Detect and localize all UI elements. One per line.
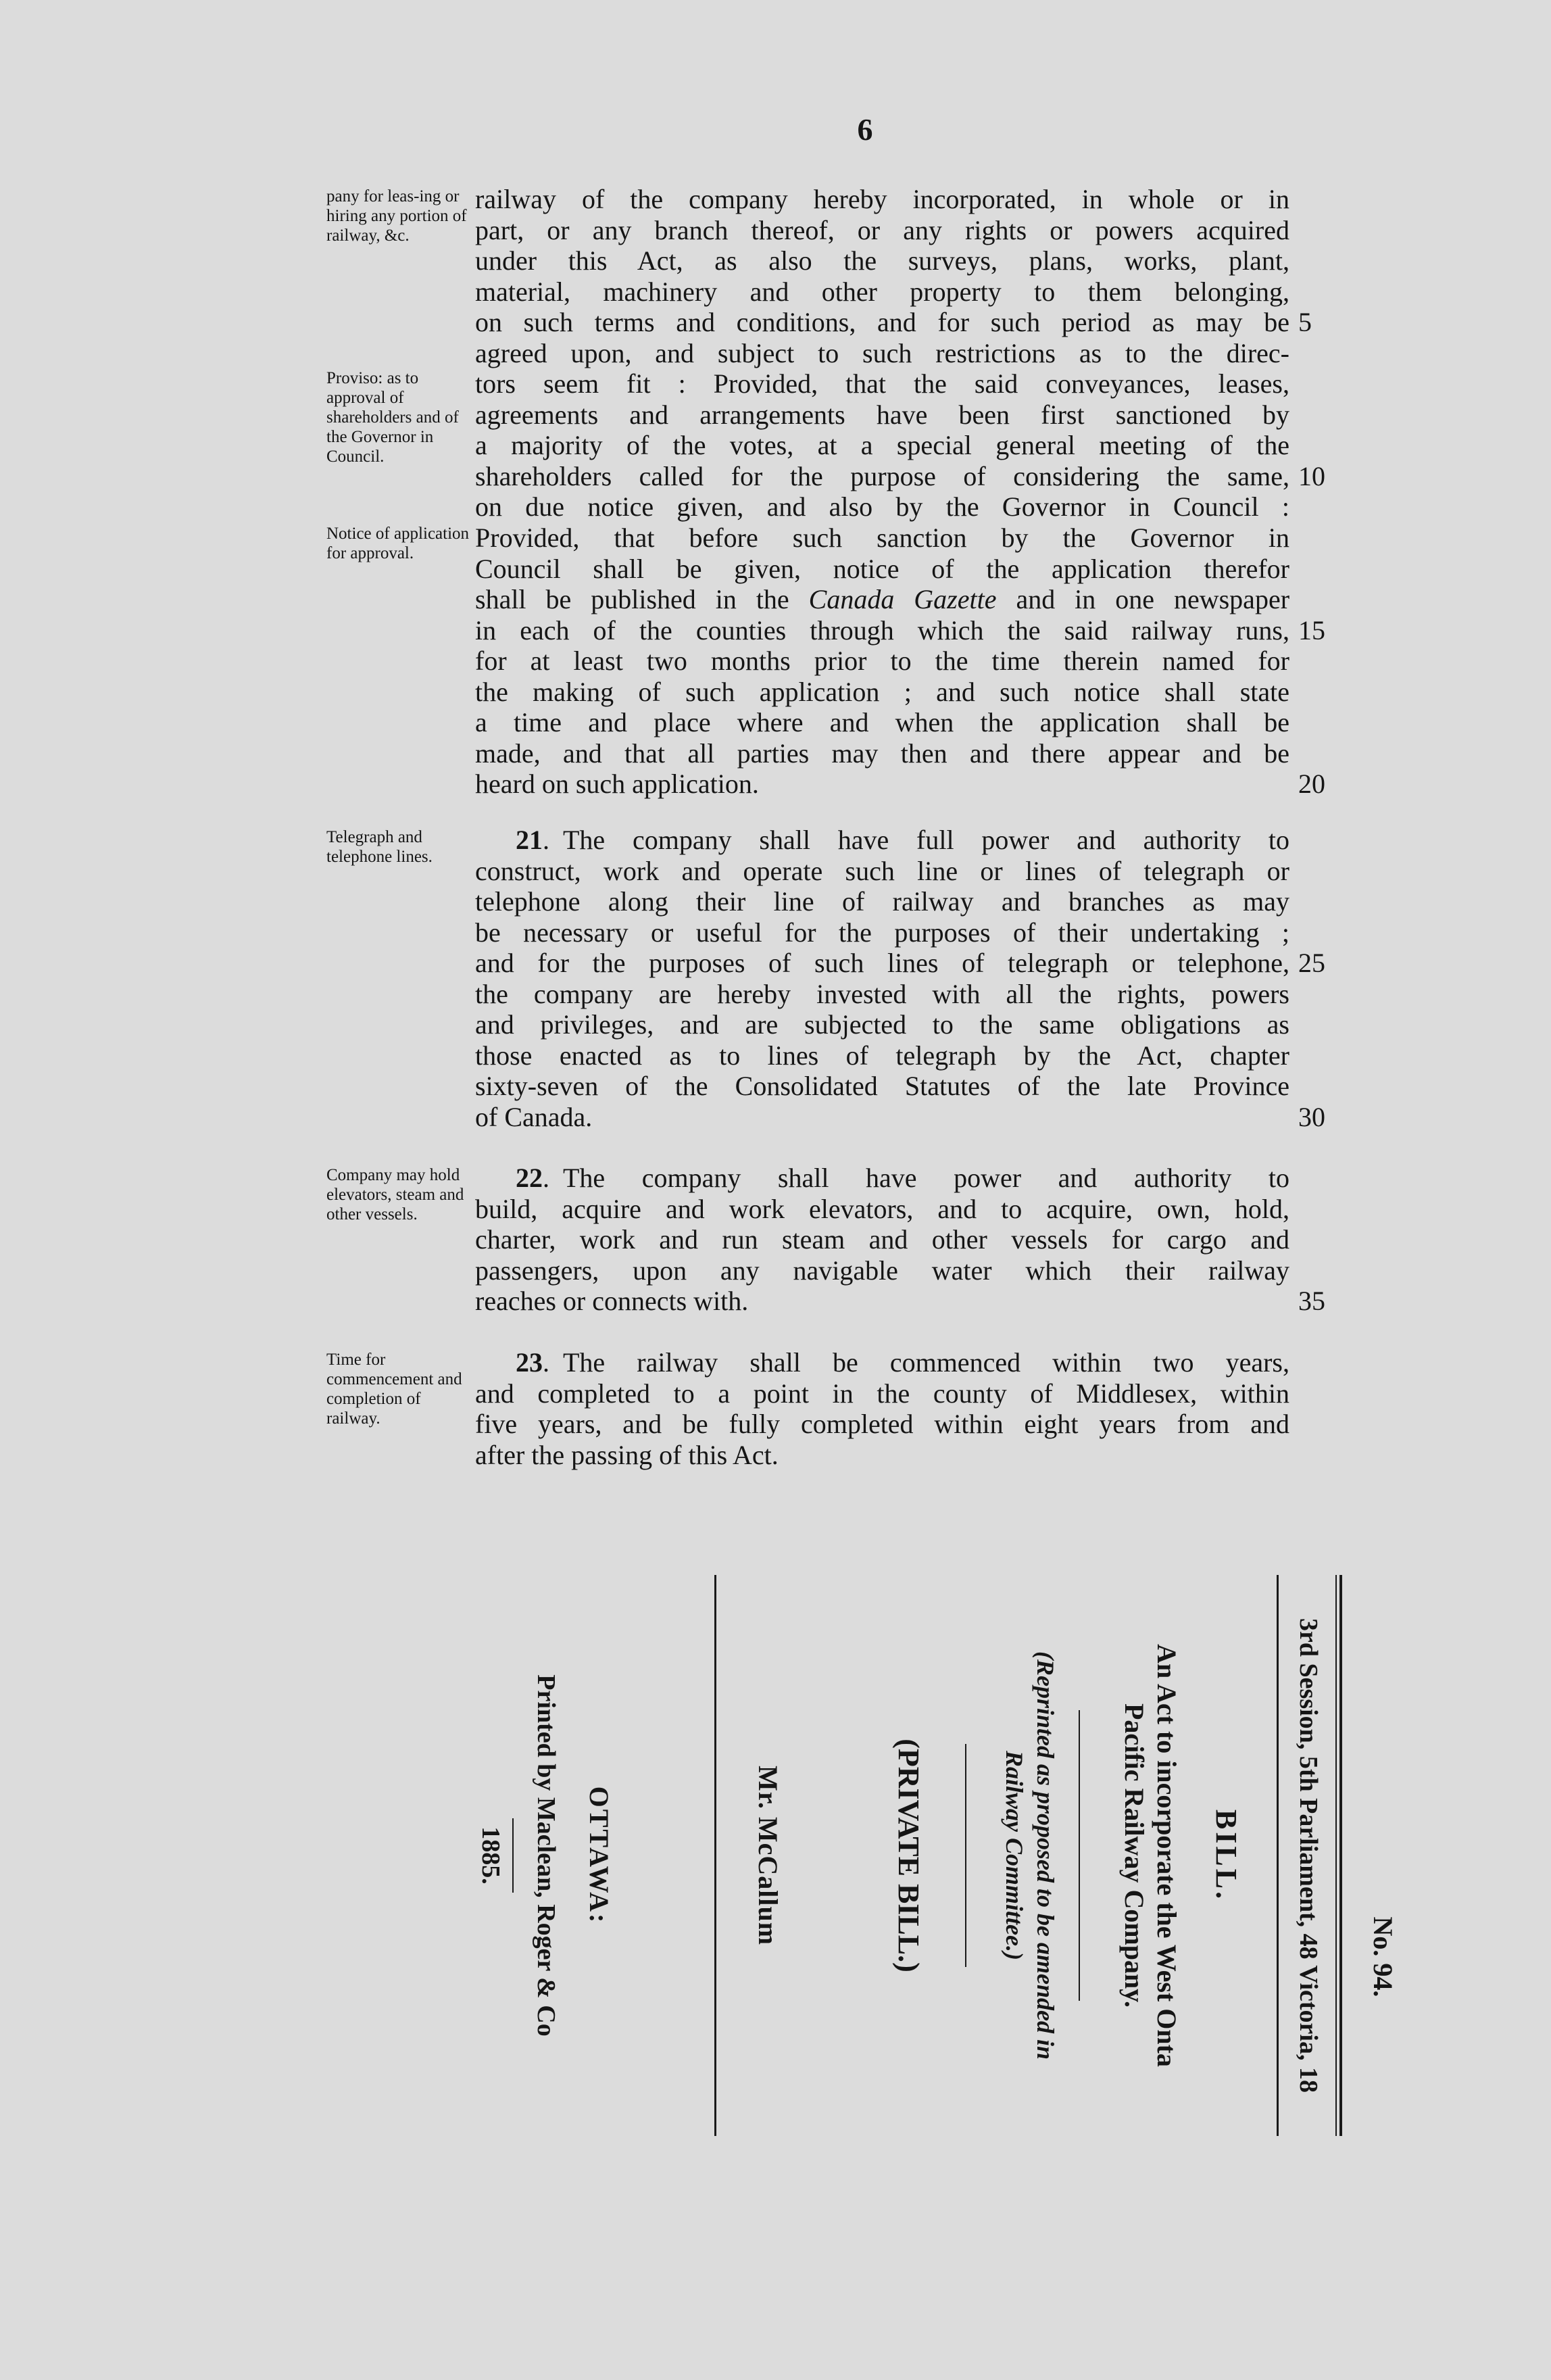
margin-note: Notice of application for approval.: [326, 525, 470, 562]
page-number: 6: [857, 112, 873, 147]
bill-title-line: Pacific Railway Company.: [1119, 1703, 1150, 2008]
section-number: 22: [516, 1163, 543, 1193]
margin-note: pany for leas-ing or hiring any portion of railway, &c.: [326, 187, 467, 245]
line-number: 10: [1298, 460, 1325, 491]
text-line: shareholders called for the purpose of considering the same, 10: [475, 461, 1289, 492]
section-paragraph: [475, 825, 1325, 1132]
line-number: 15: [1298, 614, 1325, 646]
text-line: and for the purposes of such lines of telegraph or telephone, 25: [475, 948, 1289, 979]
text-line: heard on such application. 20: [475, 769, 1289, 800]
text-line: construct, work and operate such line or lines of telegraph or: [475, 855, 1289, 886]
line-number: 35: [1298, 1286, 1325, 1316]
double-rule: [1339, 1575, 1342, 2136]
text-line: agreed upon, and subject to such restrictions as to the direc-: [475, 337, 1289, 368]
printing-place: OTTAWA:: [584, 1786, 614, 1925]
text-line: Provided, that before such sanction by the Governor in: [475, 523, 1289, 553]
reprint-note-line: (Reprinted as proposed to be amended in: [1032, 1651, 1059, 2060]
bill-title-line: An Act to incorporate the West Onta: [1152, 1644, 1182, 2067]
text-line: part, or any branch thereof, or any rights or powers acquired: [475, 214, 1289, 245]
text-line: agreements and arrangements have been first sanctioned by: [475, 399, 1289, 430]
text-line: shall be published in the Canada Gazette and in one newspaper: [475, 584, 1290, 614]
margin-note: Proviso: as to approval of shareholders and of the Governor in Council.: [326, 369, 459, 466]
text-line: in each of the counties through which the said railway runs, 15: [475, 615, 1289, 646]
reprint-note-line: Railway Committee.): [1001, 1751, 1028, 1960]
text-line: for at least two months prior to the time therein named for: [475, 646, 1289, 676]
section-number: 21: [516, 825, 543, 855]
line-number: 20: [1298, 769, 1325, 799]
text-line: build, acquire and work elevators, and to acquire, own, hold,: [475, 1193, 1289, 1224]
text-line: and privileges, and are subjected to the same obligations as: [475, 1009, 1289, 1040]
text-line: on due notice given, and also by the Governor in Council :: [475, 491, 1289, 522]
line-number: 30: [1298, 1101, 1325, 1132]
text-line: material, machinery and other property to them belonging,: [475, 276, 1289, 307]
section-paragraph: [475, 523, 1325, 800]
rule: [1277, 1575, 1279, 2136]
text-line: five years, and be fully completed within eight years from and: [475, 1409, 1289, 1439]
bill-heading: BILL.: [1210, 1809, 1243, 1902]
margin-note: Telegraph and telephone lines.: [326, 828, 433, 866]
mover-name: Mr. McCallum: [753, 1765, 783, 1946]
bill-number: No. 94.: [1368, 1916, 1398, 1997]
section-number: 23: [516, 1347, 543, 1378]
text-line: sixty-seven of the Consolidated Statutes of the late Province: [475, 1071, 1289, 1101]
section-paragraph: [475, 1163, 1325, 1317]
text-line: the making of such application ; and such notice shall state: [475, 676, 1289, 707]
text-line: a time and place where and when the application shall be: [475, 707, 1289, 737]
margin-note: Time for commencement and completion of railway.: [326, 1351, 462, 1428]
bill-endorsement: [230, 1575, 1399, 2136]
text-line: 23. The railway shall be commenced within two years,: [516, 1347, 1289, 1378]
text-line: 21. The company shall have full power and authority to: [516, 825, 1289, 855]
section-paragraph: [475, 368, 1325, 523]
text-line: charter, work and run steam and other vessels for cargo and: [475, 1224, 1289, 1255]
text-line: those enacted as to lines of telegraph by the Act, chapter: [475, 1040, 1289, 1071]
line-number: 25: [1298, 948, 1325, 978]
text-line: Council shall be given, notice of the application therefor: [475, 553, 1289, 584]
text-line: of Canada. 30: [475, 1102, 1289, 1133]
rule: [714, 1575, 716, 2136]
session-line: 3rd Session, 5th Parliament, 48 Victoria, 18: [1294, 1618, 1323, 2093]
text-line: tors seem fit : Provided, that the said conveyances, leases,: [475, 368, 1289, 399]
text-line: a majority of the votes, at a special general meeting of the: [475, 430, 1289, 460]
private-bill-label: (PRIVATE BILL.): [892, 1739, 925, 1972]
rule: [965, 1744, 966, 1967]
imprint-year: 1885.: [476, 1826, 505, 1885]
text-line: under this Act, as also the surveys, plans, works, plant,: [475, 245, 1289, 276]
double-rule: [1335, 1575, 1337, 2136]
section-paragraph: [475, 184, 1312, 368]
text-line: railway of the company hereby incorporated, in whole or in: [475, 184, 1289, 214]
text-line: telephone along their line of railway and branches as may: [475, 886, 1289, 917]
text-line: be necessary or useful for the purposes of their undertaking ;: [475, 917, 1289, 948]
text-line: and completed to a point in the county of Middlesex, within: [475, 1378, 1289, 1409]
margin-note: Company may hold elevators, steam and other vessels.: [326, 1166, 464, 1223]
text-line: reaches or connects with. 35: [475, 1286, 1289, 1317]
rule: [1079, 1710, 1080, 2001]
text-line: on such terms and conditions, and for such period as may be 5: [475, 307, 1289, 338]
rule: [512, 1818, 514, 1893]
section-paragraph: [475, 1347, 1289, 1470]
text-line: made, and that all parties may then and there appear and be: [475, 737, 1289, 769]
text-line: passengers, upon any navigable water which their railway: [475, 1255, 1289, 1286]
text-line: after the passing of this Act.: [475, 1439, 779, 1470]
line-number: 5: [1298, 307, 1312, 337]
text-line: 22. The company shall have power and authority to: [516, 1163, 1289, 1193]
printer-imprint: Printed by Maclean, Roger & Co: [532, 1674, 560, 2037]
text-line: the company are hereby invested with all the rights, powers: [475, 978, 1289, 1009]
